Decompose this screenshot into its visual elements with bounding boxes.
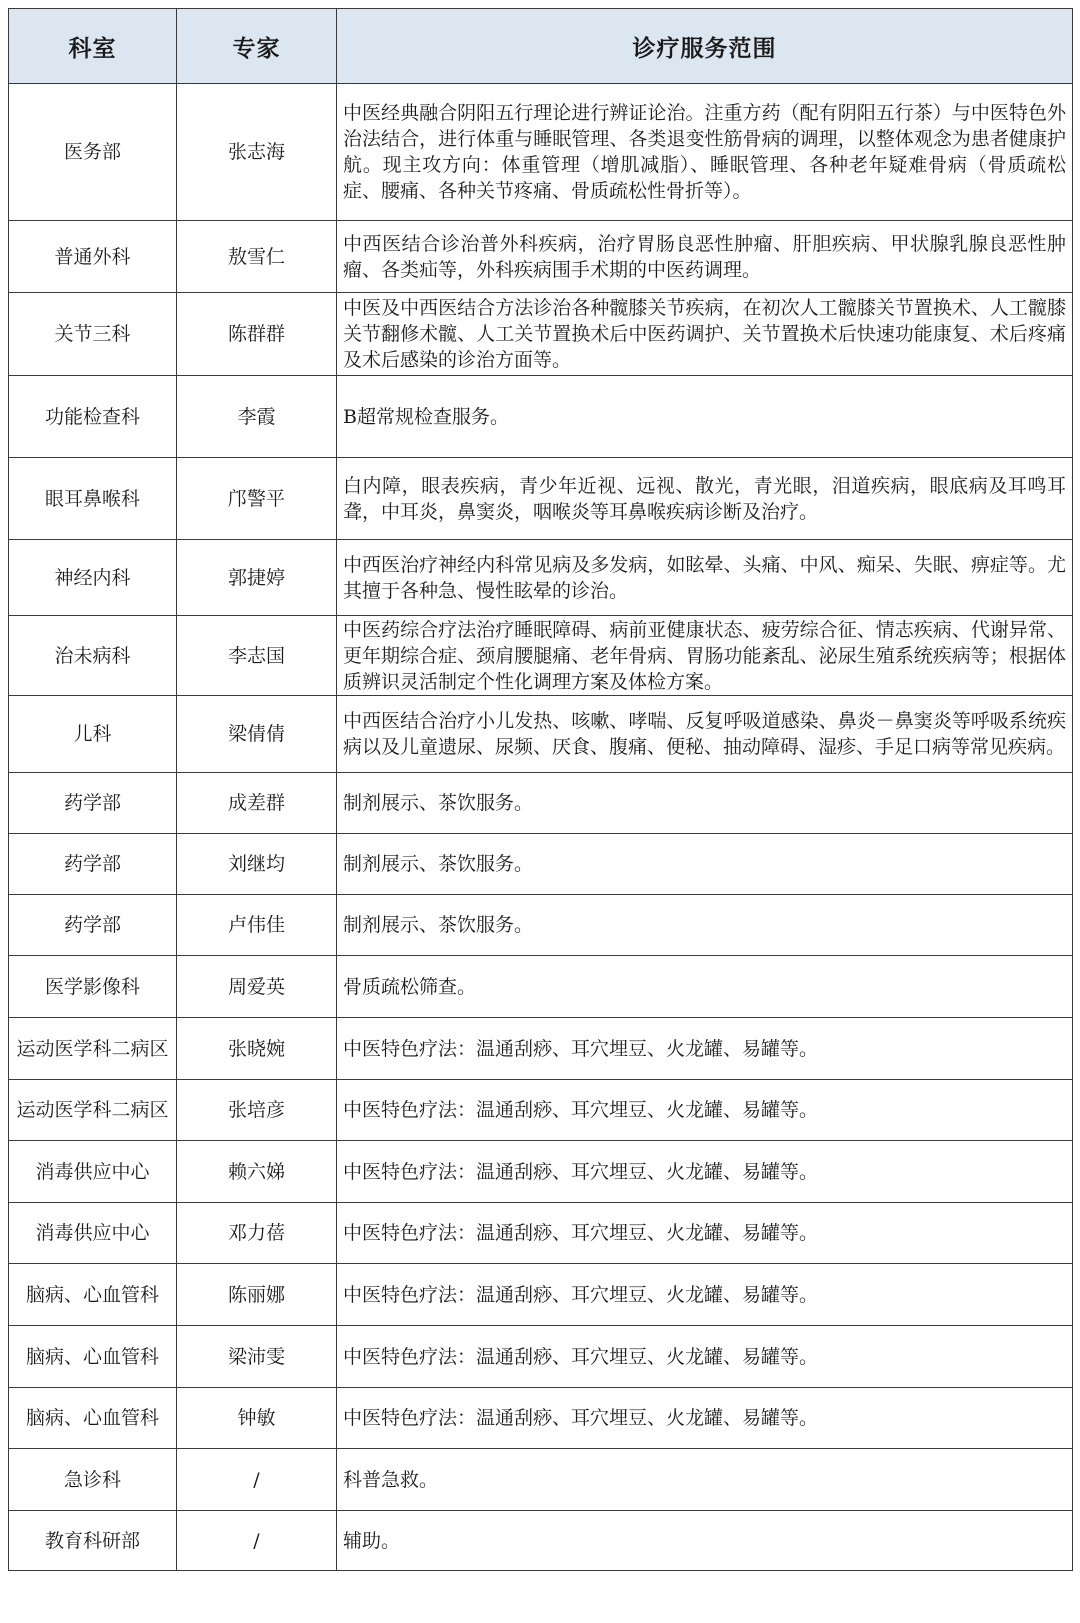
table-row xyxy=(9,773,1073,834)
department-cell: 功能检查科 xyxy=(9,376,177,458)
table-row xyxy=(9,1511,1073,1571)
expert-cell: 赖六娣 xyxy=(177,1141,337,1203)
header-scope: 诊疗服务范围 xyxy=(337,9,1073,84)
table-row xyxy=(9,956,1073,1018)
header-department: 科室 xyxy=(9,9,177,84)
table-row xyxy=(9,540,1073,616)
department-cell: 脑病、心血管科 xyxy=(9,1326,177,1388)
table-row xyxy=(9,1018,1073,1080)
expert-cell: 陈丽娜 xyxy=(177,1264,337,1326)
table-row xyxy=(9,1326,1073,1388)
table-row xyxy=(9,293,1073,376)
table-row xyxy=(9,696,1073,773)
scope-cell: 制剂展示、茶饮服务。 xyxy=(337,773,1073,834)
scope-cell: 中西医结合诊治普外科疾病，治疗胃肠良恶性肿瘤、肝胆疾病、甲状腺乳腺良恶性肿瘤、各类疝等，外科疾病围手术期的中医药调理。 xyxy=(337,221,1073,293)
expert-cell: 成差群 xyxy=(177,773,337,834)
expert-cell: 邝警平 xyxy=(177,458,337,540)
expert-cell: 郭捷婷 xyxy=(177,540,337,616)
department-cell: 脑病、心血管科 xyxy=(9,1264,177,1326)
scope-cell: 中医及中西医结合方法诊治各种髋膝关节疾病，在初次人工髋膝关节置换术、人工髋膝关节翻修术髋、人工关节置换术后中医药调护、关节置换术后快速功能康复、术后疼痛及术后感染的诊治方面等。 xyxy=(337,293,1073,376)
scope-cell: 制剂展示、茶饮服务。 xyxy=(337,834,1073,895)
table-row xyxy=(9,376,1073,458)
scope-cell: 白内障，眼表疾病，青少年近视、远视、散光，青光眼，泪道疾病，眼底病及耳鸣耳聋，中耳炎，鼻窦炎，咽喉炎等耳鼻喉疾病诊断及治疗。 xyxy=(337,458,1073,540)
expert-cell: 周爱英 xyxy=(177,956,337,1018)
department-cell: 眼耳鼻喉科 xyxy=(9,458,177,540)
expert-cell: 张志海 xyxy=(177,84,337,221)
table-row xyxy=(9,616,1073,696)
department-cell: 消毒供应中心 xyxy=(9,1203,177,1264)
expert-cell: 梁沛雯 xyxy=(177,1326,337,1388)
department-cell: 教育科研部 xyxy=(9,1511,177,1571)
table-row xyxy=(9,221,1073,293)
table-row xyxy=(9,1203,1073,1264)
department-cell: 普通外科 xyxy=(9,221,177,293)
scope-cell: 中医特色疗法：温通刮痧、耳穴埋豆、火龙罐、易罐等。 xyxy=(337,1018,1073,1080)
department-cell: 急诊科 xyxy=(9,1449,177,1511)
department-cell: 神经内科 xyxy=(9,540,177,616)
scope-cell: 中医特色疗法：温通刮痧、耳穴埋豆、火龙罐、易罐等。 xyxy=(337,1203,1073,1264)
scope-cell: 中医特色疗法：温通刮痧、耳穴埋豆、火龙罐、易罐等。 xyxy=(337,1264,1073,1326)
table-header xyxy=(9,9,1073,84)
department-cell: 运动医学科二病区 xyxy=(9,1080,177,1141)
expert-cell: / xyxy=(177,1449,337,1511)
scope-cell: 中医药综合疗法治疗睡眠障碍、病前亚健康状态、疲劳综合征、情志疾病、代谢异常、更年期综合症、颈肩腰腿痛、老年骨病、胃肠功能紊乱、泌尿生殖系统疾病等；根据体质辨识灵活制定个性化调理方案及体检方案。 xyxy=(337,616,1073,696)
department-cell: 药学部 xyxy=(9,834,177,895)
department-cell: 医学影像科 xyxy=(9,956,177,1018)
scope-cell: 制剂展示、茶饮服务。 xyxy=(337,895,1073,956)
expert-cell: 卢伟佳 xyxy=(177,895,337,956)
expert-service-sheet xyxy=(8,8,1072,1571)
department-cell: 治未病科 xyxy=(9,616,177,696)
scope-cell: 中医经典融合阴阳五行理论进行辨证论治。注重方药（配有阴阳五行茶）与中医特色外治法结合，进行体重与睡眠管理、各类退变性筋骨病的调理，以整体观念为患者健康护航。现主攻方向：体重管理（增肌减脂）、睡眠管理、各种老年疑难骨病（骨质疏松症、腰痛、各种关节疼痛、骨质疏松性骨折等）。 xyxy=(337,84,1073,221)
department-cell: 消毒供应中心 xyxy=(9,1141,177,1203)
expert-cell: 张培彦 xyxy=(177,1080,337,1141)
expert-cell: 李志国 xyxy=(177,616,337,696)
table-body xyxy=(9,84,1073,1571)
department-cell: 儿科 xyxy=(9,696,177,773)
header-row xyxy=(9,9,1073,84)
scope-cell: 中医特色疗法：温通刮痧、耳穴埋豆、火龙罐、易罐等。 xyxy=(337,1388,1073,1449)
department-cell: 药学部 xyxy=(9,773,177,834)
department-cell: 脑病、心血管科 xyxy=(9,1388,177,1449)
expert-cell: 刘继均 xyxy=(177,834,337,895)
table-row xyxy=(9,834,1073,895)
expert-cell: 张晓婉 xyxy=(177,1018,337,1080)
table-row xyxy=(9,1080,1073,1141)
table-row xyxy=(9,1264,1073,1326)
scope-cell: 辅助。 xyxy=(337,1511,1073,1571)
expert-cell: 邓力蓓 xyxy=(177,1203,337,1264)
expert-cell: 梁倩倩 xyxy=(177,696,337,773)
expert-service-table xyxy=(8,8,1073,1571)
table-row xyxy=(9,1141,1073,1203)
scope-cell: 中医特色疗法：温通刮痧、耳穴埋豆、火龙罐、易罐等。 xyxy=(337,1080,1073,1141)
table-row xyxy=(9,895,1073,956)
expert-cell: 陈群群 xyxy=(177,293,337,376)
scope-cell: 科普急救。 xyxy=(337,1449,1073,1511)
scope-cell: 中医特色疗法：温通刮痧、耳穴埋豆、火龙罐、易罐等。 xyxy=(337,1326,1073,1388)
department-cell: 运动医学科二病区 xyxy=(9,1018,177,1080)
scope-cell: 中医特色疗法：温通刮痧、耳穴埋豆、火龙罐、易罐等。 xyxy=(337,1141,1073,1203)
scope-cell: 中西医治疗神经内科常见病及多发病，如眩晕、头痛、中风、痴呆、失眠、痹症等。尤其擅于各种急、慢性眩晕的诊治。 xyxy=(337,540,1073,616)
scope-cell: B超常规检查服务。 xyxy=(337,376,1073,458)
table-row xyxy=(9,1449,1073,1511)
expert-cell: 敖雪仁 xyxy=(177,221,337,293)
department-cell: 药学部 xyxy=(9,895,177,956)
table-row xyxy=(9,84,1073,221)
expert-cell: / xyxy=(177,1511,337,1571)
table-row xyxy=(9,1388,1073,1449)
scope-cell: 中西医结合治疗小儿发热、咳嗽、哮喘、反复呼吸道感染、鼻炎－鼻窦炎等呼吸系统疾病以及儿童遗尿、尿频、厌食、腹痛、便秘、抽动障碍、湿疹、手足口病等常见疾病。 xyxy=(337,696,1073,773)
expert-cell: 李霞 xyxy=(177,376,337,458)
department-cell: 关节三科 xyxy=(9,293,177,376)
expert-cell: 钟敏 xyxy=(177,1388,337,1449)
department-cell: 医务部 xyxy=(9,84,177,221)
header-expert: 专家 xyxy=(177,9,337,84)
scope-cell: 骨质疏松筛查。 xyxy=(337,956,1073,1018)
table-row xyxy=(9,458,1073,540)
